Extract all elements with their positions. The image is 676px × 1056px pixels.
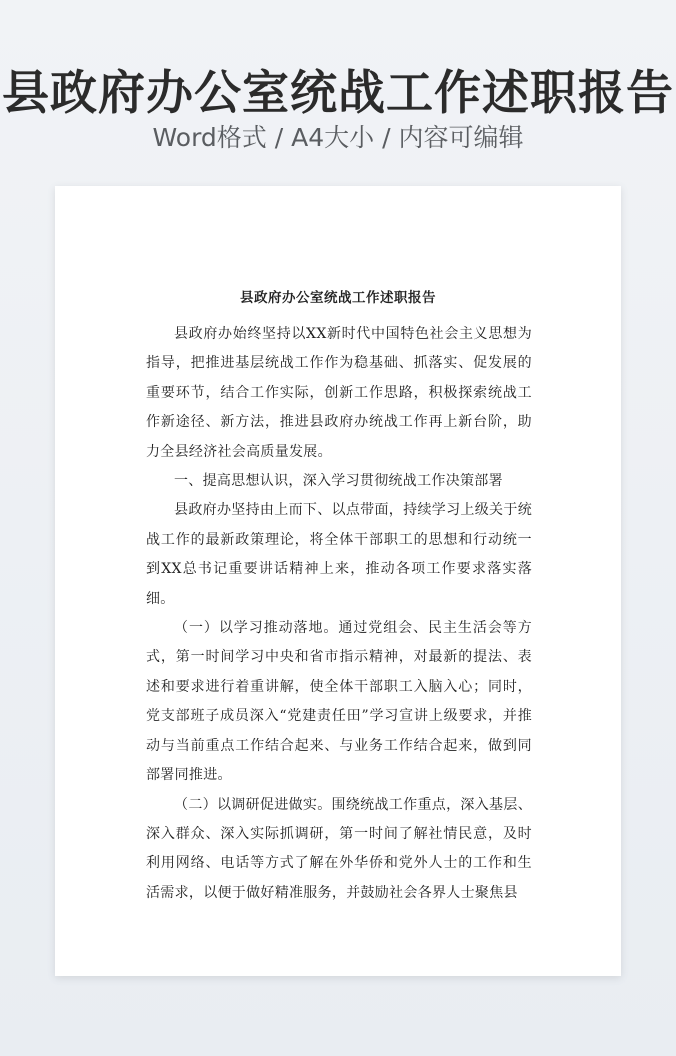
paragraph-intro: 县政府办始终坚持以XX新时代中国特色社会主义思想为指导，把推进基层统战工作作为稳基础、抓落实、促发展的重要环节，结合工作实际，创新工作思路，积极探索统战工作新途径、新方法，推进县政府办统战工作再上新台阶，助力全县经济社会高质量发展。	[146, 326, 532, 460]
banner-subtitle: Word格式 / A4大小 / 内容可编辑	[152, 123, 524, 152]
paragraph-section-1: 县政府办坚持由上而下、以点带面，持续学习上级关于统战工作的最新政策理论，将全体干部职工的思想和行动统一到XX总书记重要讲话精神上来，推动各项工作要求落实落细。	[146, 502, 532, 607]
document-page	[55, 186, 621, 976]
document-title: 县政府办公室统战工作述职报告	[240, 290, 436, 306]
paragraph-subsection-2: （二）以调研促进做实。围绕统战工作重点，深入基层、深入群众、深入实际抓调研，第一时间了解社情民意，及时利用网络、电话等方式了解在外华侨和党外人士的工作和生活需求，以便于做好精准服务，并鼓励社会各界人士聚焦县	[146, 796, 532, 901]
paragraph-subsection-1: （一）以学习推动落地。通过党组会、民主生活会等方式，第一时间学习中央和省市指示精神，对最新的提法、表述和要求进行着重讲解，使全体干部职工入脑入心；同时，党支部班子成员深入“党建责任田”学习宣讲上级要求，并推动与当前重点工作结合起来、与业务工作结合起来，做到同部署同推进。	[146, 620, 532, 784]
section-heading-1: 一、提高思想认识，深入学习贯彻统战工作决策部署	[174, 473, 503, 490]
banner-title: 县政府办公室统战工作述职报告	[2, 66, 674, 121]
document-body	[146, 320, 532, 908]
